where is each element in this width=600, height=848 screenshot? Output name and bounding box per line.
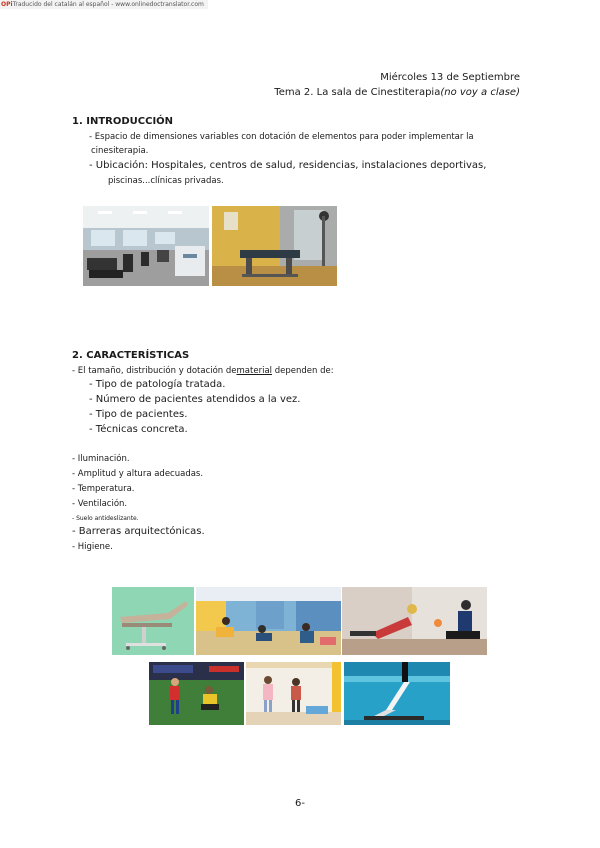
sub-item: - Tipo de pacientes. [89,409,188,420]
header-topic [274,87,520,98]
list-item: - Suelo antideslizante. [72,515,139,522]
topic-text: Tema 2. La sala de Cinestiterapia [274,87,441,98]
intro-line-2-cont: piscinas...clínicas privadas. [108,176,224,186]
kids-therapy-photo [246,662,341,725]
intro-line-1-cont: cinesiterapia. [91,146,149,156]
list-item: - Barreras arquitectónicas. [72,526,205,537]
list-item: - Iluminación. [72,454,130,464]
list-item: - Higiene. [72,542,113,552]
section-caracteristicas-title: 2. CARACTERÍSTICAS [72,350,190,361]
intro-part-a: - El tamaño, distribución y dotación de [72,366,237,376]
intro-line-2: - Ubicación: Hospitales, centros de salud, residencias, instalaciones deportivas, [89,160,487,171]
treatment-table-photo [112,587,194,655]
translation-banner [0,0,208,9]
sub-item: - Tipo de patología tratada. [89,379,226,390]
intro-line-1: - Espacio de dimensiones variables con dotación de elementos para poder implementar la [89,132,474,142]
field-sports-photo [149,662,244,725]
treatment-room-photo [212,206,337,286]
intro-part-b: dependen de: [272,366,334,376]
list-item: - Temperatura. [72,484,135,494]
pediatric-gym-photo [196,587,341,655]
translator-logo: OPi [1,1,13,8]
list-item: - Ventilación. [72,499,128,509]
list-item: - Amplitud y altura adecuadas. [72,469,204,479]
page-number: 6- [295,798,305,809]
physio-session-photo [342,587,487,655]
sub-item: - Técnicas concreta. [89,424,188,435]
caracteristicas-intro [72,366,334,376]
intro-material: material [236,366,273,376]
gym-room-photo [83,206,209,286]
topic-note: (no voy a clase) [440,87,520,98]
sub-item: - Número de pacientes atendidos a la vez. [89,394,301,405]
header-date: Miércoles 13 de Septiembre [380,72,520,83]
aquatic-therapy-photo [344,662,450,725]
section-introduccion-title: 1. INTRODUCCIÓN [72,116,174,127]
banner-text: Traducido del catalán al español - www.onlinedoctranslator.com [12,1,204,8]
